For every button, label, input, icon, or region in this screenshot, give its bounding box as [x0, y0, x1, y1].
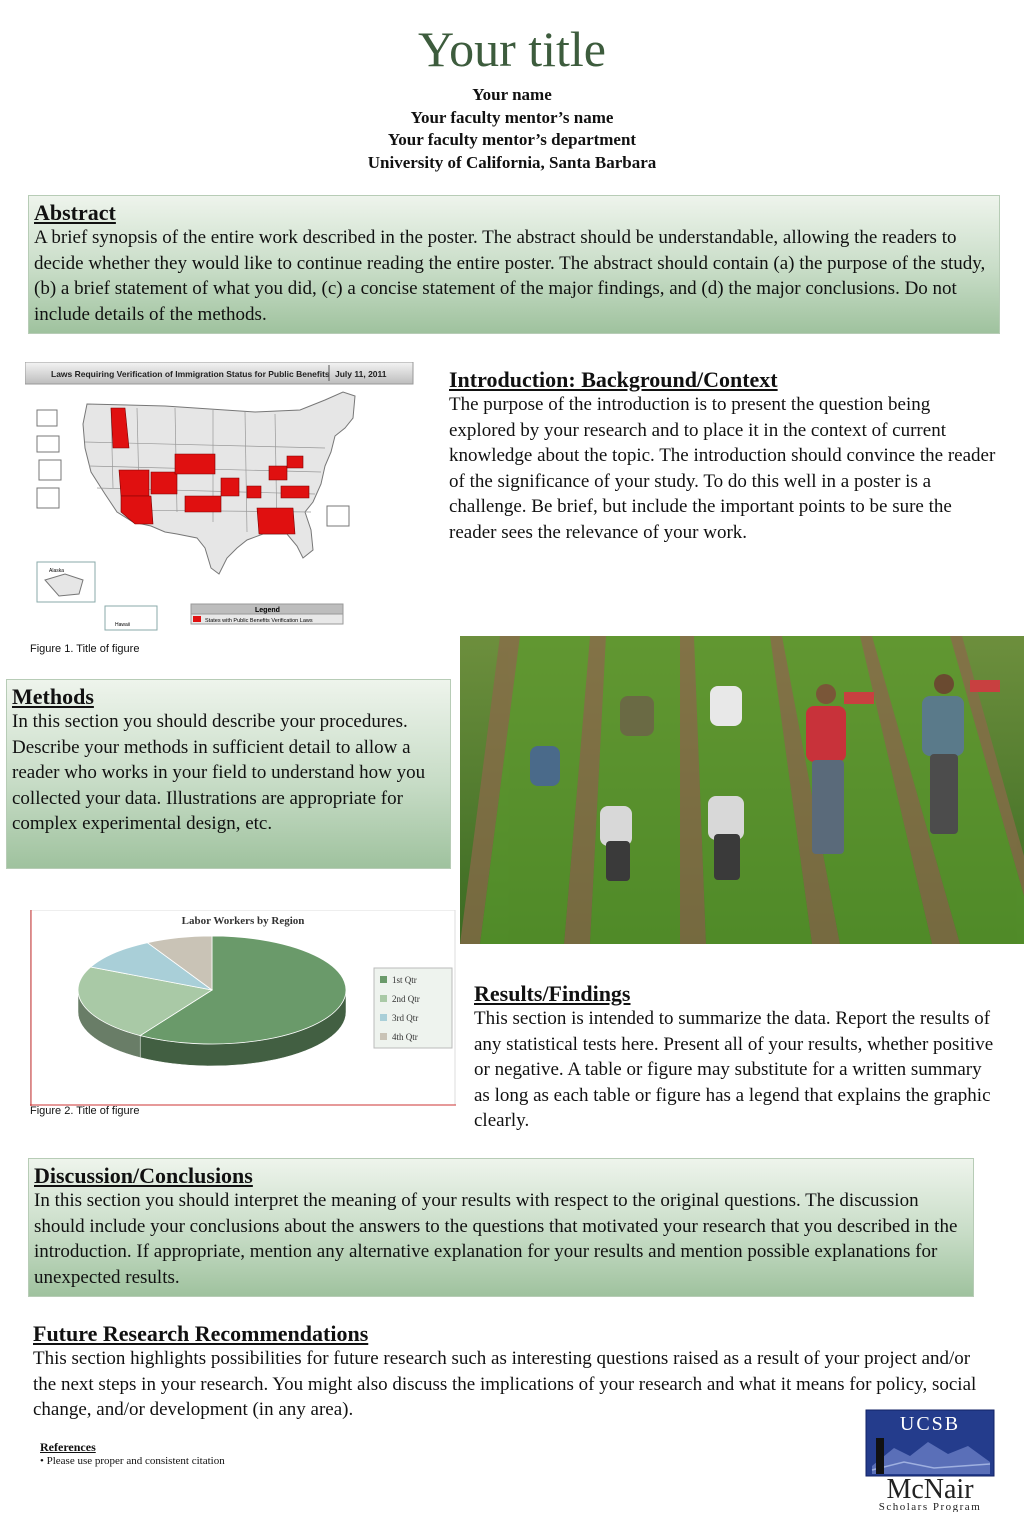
state-kentucky [247, 486, 261, 498]
introduction-section [449, 368, 999, 546]
author-block [0, 84, 1024, 174]
pie-chart [30, 910, 456, 1106]
discussion-body: In this section you should interpret the meaning of your results with respect to the original questions. The discussion should include your conclusions about the answers to the questions that motivated your research that you described in the introduction. If appropriate, mention any alternative explanation for your results and mention possible explanations for unexpected results. [34, 1190, 958, 1288]
legend-swatch-4 [380, 1033, 387, 1040]
mcnair-logo [864, 1408, 998, 1512]
figure2-chart [30, 910, 456, 1106]
abstract-box [28, 195, 1000, 334]
introduction-heading: Introduction: Background/Context [449, 367, 778, 392]
map-title: Laws Requiring Verification of Immigration Status for Public Benefits [51, 369, 330, 379]
results-section [474, 982, 994, 1134]
logo-tower [876, 1438, 884, 1474]
figure1-map [25, 362, 417, 634]
field-photo [460, 636, 1024, 944]
state-nebraska [175, 454, 215, 474]
inset-alaska-label: Alaska [49, 568, 65, 574]
farmworkers-photo [460, 636, 1024, 944]
future-section [33, 1322, 978, 1423]
us-map-figure [25, 362, 417, 634]
abstract-body: A brief synopsis of the entire work described in the poster. The abstract should be understandable, allowing the readers to decide whether they would like to continue reading the entire poster. The abstract should contain (a) the purpose of the study, (b) a brief statement of what you did, (c) a concise statement of the major findings, and (d) the major conclusions. Do not include details of the methods. [34, 227, 986, 325]
state-colorado [151, 472, 177, 494]
map-legend-swatch [193, 616, 201, 622]
inset-hawaii-label: Hawaii [115, 622, 131, 628]
map-legend-title: Legend [255, 607, 280, 614]
methods-box [6, 679, 451, 869]
legend-swatch-3 [380, 1014, 387, 1021]
state-nc [281, 486, 309, 498]
references-section [40, 1440, 225, 1467]
inset-hawaii-frame [105, 606, 157, 630]
discussion-heading: Discussion/Conclusions [34, 1163, 253, 1188]
state-ohio [269, 466, 287, 480]
state-georgia [257, 508, 295, 534]
map-legend-item: States with Public Benefits Verification Laws [205, 618, 313, 624]
legend-label-1: 1st Qtr [392, 975, 417, 985]
state-utah [119, 470, 149, 496]
state-penn [287, 456, 303, 468]
references-heading: References [40, 1440, 96, 1454]
logo-scholars: Scholars Program [878, 1501, 982, 1512]
methods-heading: Methods [12, 684, 94, 709]
ucsb-mcnair-logo [864, 1408, 998, 1512]
logo-mcnair: McNair [886, 1474, 974, 1505]
author-name: Your name [472, 85, 552, 104]
mentor-name: Your faculty mentor’s name [410, 107, 614, 127]
state-missouri [221, 478, 239, 496]
references-item: • Please use proper and consistent citation [40, 1455, 225, 1467]
legend-label-2: 2nd Qtr [392, 994, 420, 1004]
chart-title: Labor Workers by Region [181, 915, 305, 927]
results-heading: Results/Findings [474, 981, 631, 1006]
legend-label-3: 3rd Qtr [392, 1013, 419, 1023]
figure2-caption: Figure 2. Title of figure [30, 1105, 140, 1117]
figure1-caption: Figure 1. Title of figure [30, 643, 140, 655]
legend-swatch-1 [380, 976, 387, 983]
methods-body: In this section you should describe your procedures. Describe your methods in sufficient detail to allow a reader who works in your field to understand how you collected your data. Illustrations are appropriate for complex experimental design, etc. [12, 711, 426, 835]
discussion-box [28, 1158, 974, 1297]
logo-ucsb: UCSB [899, 1413, 961, 1435]
future-heading: Future Research Recommendations [33, 1321, 369, 1346]
introduction-body: The purpose of the introduction is to present the question being explored by your research and to place it in the context of current knowledge about the topic. The introduction should convince the reader of the significance of your study. To do this well in a poster is a challenge. Be brief, but include the important points to be sure the reader sees the relevance of your work. [449, 394, 996, 543]
results-body: This section is intended to summarize the data. Report the results of any statistical tests here. Present all of your results, whether positive or negative. A table or figure may substitute for a written summary as long as each table or figure has a legend that explains the graphic clearly. [474, 1008, 994, 1132]
legend-label-4: 4th Qtr [392, 1032, 418, 1042]
university-name: University of California, Santa Barbara [367, 152, 657, 172]
state-arizona [121, 496, 153, 524]
abstract-heading: Abstract [34, 200, 116, 225]
mentor-department: Your faculty mentor’s department [387, 130, 637, 149]
map-date: July 11, 2011 [335, 369, 387, 379]
state-oklahoma [185, 496, 221, 512]
future-body: This section highlights possibilities for future research such as interesting questions raised as a result of your project and/or the next steps in your research. You might also discuss the implications of your research and what it means for policy, social change, and/or development (in any area). [33, 1348, 977, 1421]
legend-swatch-2 [380, 995, 387, 1002]
poster-title: Your title [417, 21, 606, 77]
